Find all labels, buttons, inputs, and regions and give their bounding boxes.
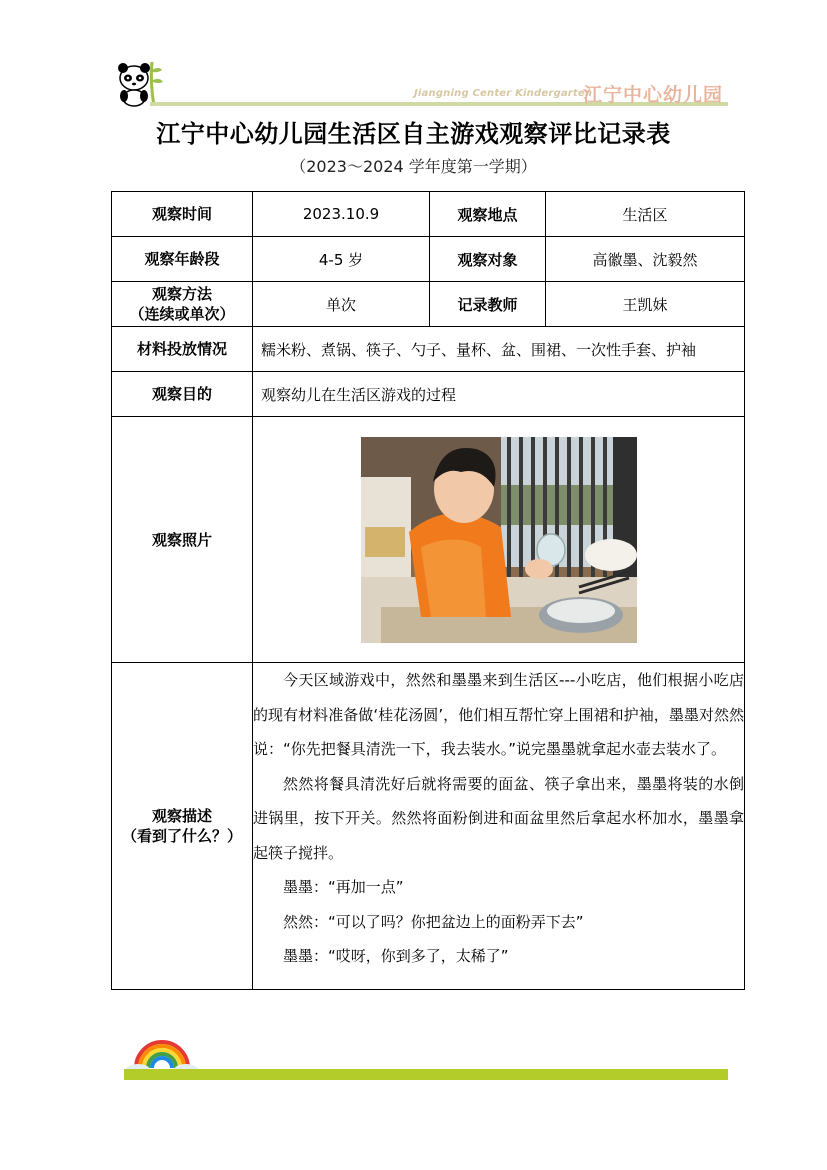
teacher-value: 王凯妹 [546,282,745,327]
desc-paragraph: 然然：“可以了吗？你把盆边上的面粉弄下去” [283,912,584,931]
desc-paragraph: 今天区域游戏中，然然和墨墨来到生活区---小吃店，他们根据小吃店的现有材料准备做‘桂花汤圆’，他们相互帮忙穿上围裙和护袖，墨墨对然然说：“你先把餐具清洗一下，我去装水。”说完墨墨就拿起水壶去装水了。 [253,671,744,758]
place-value: 生活区 [546,192,745,237]
method-label-line2: （连续或单次） [129,305,235,323]
photo-label: 观察照片 [112,417,253,663]
method-value: 单次 [253,282,430,327]
purpose-value: 观察幼儿在生活区游戏的过程 [253,372,745,417]
age-value: 4-5 岁 [253,237,430,282]
time-value: 2023.10.9 [253,192,430,237]
table-row [112,282,745,327]
footer-bar [124,1069,728,1080]
table-row [112,372,745,417]
table-row [112,327,745,372]
school-name-en: Jiangning Center Kindergarten [414,88,593,99]
photo-cell [253,417,745,663]
page-subtitle: （2023～2024 学年度第一学期） [290,157,537,176]
desc-paragraph: 墨墨：“再加一点” [283,878,404,896]
method-label [112,282,253,327]
materials-value: 糯米粉、煮锅、筷子、勺子、量杯、盆、围裙、一次性手套、护袖 [253,327,745,372]
desc-label [112,663,253,990]
method-label-line1: 观察方法 [151,285,212,303]
desc-label-line1: 观察描述 [151,807,212,825]
purpose-label: 观察目的 [112,372,253,417]
school-name-cn: 江宁中心幼儿园 [583,84,724,106]
target-value: 高徽墨、沈毅然 [546,237,745,282]
desc-paragraph: 墨墨：“哎呀，你到多了，太稀了” [283,947,509,965]
desc-content [253,663,745,990]
teacher-label: 记录教师 [430,282,546,327]
desc-paragraph: 然然将餐具清洗好后就将需要的面盆、筷子拿出来，墨墨将装的水倒进锅里，按下开关。然然将面粉倒进和面盆里然后拿起水杯加水，墨墨拿起筷子搅拌。 [253,774,744,862]
table-row [112,663,745,990]
observation-photo [361,437,637,643]
age-label: 观察年龄段 [112,237,253,282]
table-row [112,237,745,282]
time-label: 观察时间 [112,192,253,237]
table-row [112,192,745,237]
materials-label: 材料投放情况 [112,327,253,372]
desc-label-line2: （看到了什么？） [121,827,242,845]
table-row [112,417,745,663]
target-label: 观察对象 [430,237,546,282]
observation-table [111,191,745,990]
page-title: 江宁中心幼儿园生活区自主游戏观察评比记录表 [156,120,671,148]
place-label: 观察地点 [430,192,546,237]
panda-bamboo-icon [114,58,164,108]
